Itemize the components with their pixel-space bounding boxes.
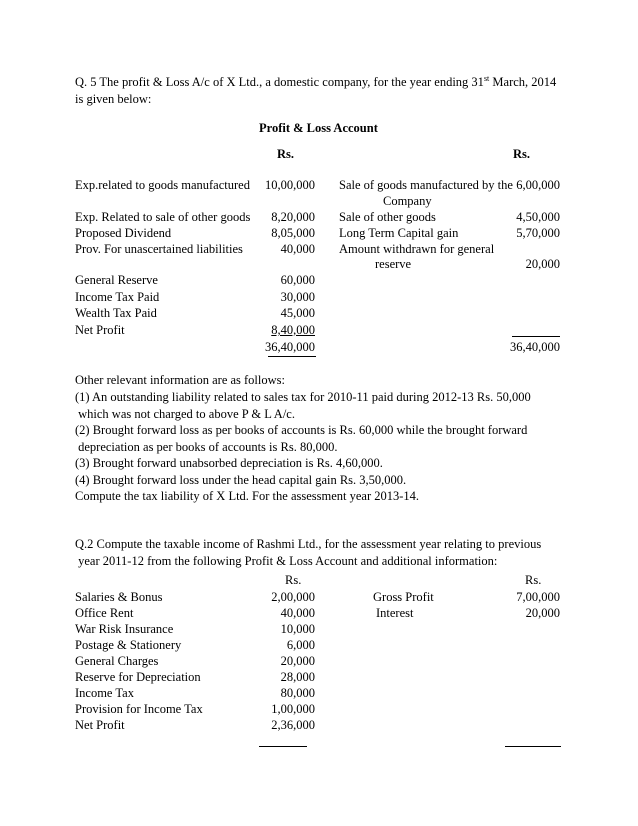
q5-debit-label: Net Profit bbox=[75, 323, 125, 337]
q5-credit-amount: 4,50,000 bbox=[516, 210, 560, 224]
q5-debit-amount: 40,000 bbox=[280, 242, 315, 256]
q2-debit-amount: 20,000 bbox=[280, 654, 315, 668]
q2-credit-amount: 20,000 bbox=[525, 606, 560, 620]
q5-info-line: (3) Brought forward unabsorbed depreciation is Rs. 4,60,000. bbox=[75, 456, 383, 470]
q2-total-right-rule bbox=[505, 746, 561, 747]
q2-debit-label: Salaries & Bonus bbox=[75, 590, 163, 604]
q2-debit-amount: 28,000 bbox=[280, 670, 315, 684]
q2-total-left-rule bbox=[259, 746, 307, 747]
q5-question-prompt: Compute the tax liability of X Ltd. For the assessment year 2013-14. bbox=[75, 489, 420, 503]
q5-debit-amount: 8,05,000 bbox=[271, 226, 315, 240]
q2-credit-amount: 7,00,000 bbox=[516, 590, 560, 604]
q2-debit-label: Net Profit bbox=[75, 718, 125, 732]
q5-credit-label-cont: reserve bbox=[375, 257, 412, 271]
q5-credit-label: Sale of goods manufactured by the bbox=[339, 178, 513, 192]
q2-debit-label: Income Tax bbox=[75, 686, 134, 700]
q5-debit-label: General Reserve bbox=[75, 273, 158, 287]
q5-debit-amount: 60,000 bbox=[280, 273, 315, 287]
q5-info-line: (4) Brought forward loss under the head capital gain Rs. 3,50,000. bbox=[75, 473, 407, 487]
q5-rs-left-header: Rs. bbox=[277, 147, 295, 161]
q5-total-right: 36,40,000 bbox=[510, 340, 560, 354]
q5-debit-amount: 8,40,000 bbox=[271, 323, 315, 337]
q2-debit-amount: 2,00,000 bbox=[271, 590, 315, 604]
q5-debit-amount: 30,000 bbox=[280, 290, 315, 304]
q2-debit-amount: 6,000 bbox=[286, 638, 315, 652]
q5-debit-label: Exp. Related to sale of other goods bbox=[75, 210, 251, 224]
q5-total-left: 36,40,000 bbox=[265, 340, 315, 354]
q2-debit-label: Postage & Stationery bbox=[75, 638, 182, 652]
q5-intro-line1: Q. 5 The profit & Loss A/c of X Ltd., a domestic company, for the year ending 31st March, 2014 bbox=[75, 73, 557, 89]
q5-account-title: Profit & Loss Account bbox=[259, 121, 378, 135]
q5-debit-label: Exp.related to goods manufactured bbox=[75, 178, 250, 192]
q2-intro-line1: Q.2 Compute the taxable income of Rashmi Ltd., for the assessment year relating to previous bbox=[75, 537, 542, 551]
q5-rs-right-header: Rs. bbox=[513, 147, 531, 161]
q5-credit-label: Amount withdrawn for general bbox=[339, 242, 495, 256]
q5-debit-label: Prov. For unascertained liabilities bbox=[75, 242, 243, 256]
q5-debit-label: Wealth Tax Paid bbox=[75, 306, 157, 320]
q2-rs-left-header: Rs. bbox=[285, 573, 302, 587]
q2-credit-label: Interest bbox=[376, 606, 414, 620]
q5-info-line: which was not charged to above P & L A/c. bbox=[75, 407, 295, 421]
q5-debit-amount: 8,20,000 bbox=[271, 210, 315, 224]
q2-debit-label: Office Rent bbox=[75, 606, 134, 620]
q2-debit-amount: 80,000 bbox=[280, 686, 315, 700]
q5-credit-amount: 5,70,000 bbox=[516, 226, 560, 240]
q5-credit-label: Sale of other goods bbox=[339, 210, 436, 224]
q2-debit-amount: 2,36,000 bbox=[271, 718, 315, 732]
q5-credit-label-cont: Company bbox=[383, 194, 432, 208]
q5-credit-label: Long Term Capital gain bbox=[339, 226, 459, 240]
q5-debit-label: Proposed Dividend bbox=[75, 226, 172, 240]
q2-credit-label: Gross Profit bbox=[373, 590, 434, 604]
q2-debit-label: War Risk Insurance bbox=[75, 622, 174, 636]
q5-total-right-overline bbox=[512, 336, 560, 337]
q2-debit-label: Reserve for Depreciation bbox=[75, 670, 201, 684]
q5-info-line: depreciation as per books of accounts is Rs. 80,000. bbox=[75, 440, 338, 454]
q5-debit-label: Income Tax Paid bbox=[75, 290, 160, 304]
q5-debit-amount: 45,000 bbox=[280, 306, 315, 320]
q5-credit-amount: 6,00,000 bbox=[516, 178, 560, 192]
q2-intro-line2: year 2011-12 from the following Profit & Loss Account and additional information: bbox=[75, 554, 498, 568]
q2-rs-right-header: Rs. bbox=[525, 573, 542, 587]
q5-info-line: (1) An outstanding liability related to sales tax for 2010-11 paid during 2012-13 Rs. 50,000 bbox=[75, 390, 531, 404]
q5-other-info-heading: Other relevant information are as follows: bbox=[75, 373, 285, 387]
q2-debit-amount: 10,000 bbox=[280, 622, 315, 636]
q5-debit-amount: 10,00,000 bbox=[265, 178, 315, 192]
q5-total-left-underline bbox=[268, 356, 316, 357]
q2-debit-label: Provision for Income Tax bbox=[75, 702, 203, 716]
q2-debit-amount: 1,00,000 bbox=[271, 702, 315, 716]
q5-credit-amount: 20,000 bbox=[525, 257, 560, 271]
q5-info-line: (2) Brought forward loss as per books of accounts is Rs. 60,000 while the brought forward bbox=[75, 423, 528, 437]
q2-debit-label: General Charges bbox=[75, 654, 159, 668]
q2-debit-amount: 40,000 bbox=[280, 606, 315, 620]
q5-intro-line2: is given below: bbox=[75, 92, 152, 106]
